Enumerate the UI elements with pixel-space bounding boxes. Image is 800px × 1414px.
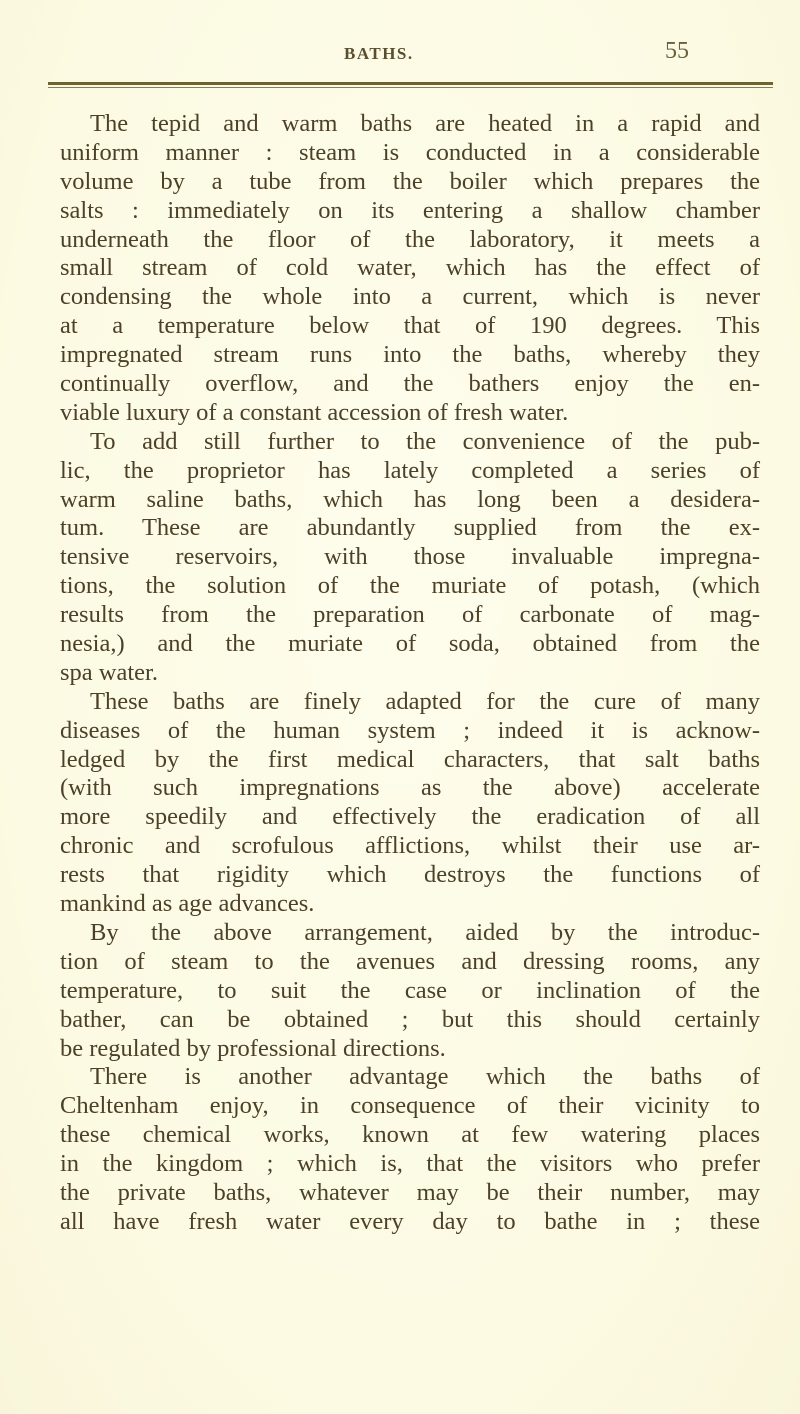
page-number: 55: [665, 38, 689, 64]
running-head: [0, 34, 800, 64]
text-line: By the above arrangement, aided by the introduc-: [90, 918, 760, 946]
text-line: chronic and scrofulous afflictions, whilst their use ar-: [60, 832, 760, 860]
text-line: more speedily and effectively the eradication of all: [60, 803, 760, 831]
text-line: condensing the whole into a current, which is never: [60, 283, 760, 311]
text-line: results from the preparation of carbonate of mag-: [60, 601, 760, 629]
text-line: (with such impregnations as the above) accelerate: [60, 774, 760, 802]
text-line: bather, can be obtained ; but this should certainly: [60, 1005, 760, 1033]
text-line: Cheltenham enjoy, in consequence of their vicinity to: [60, 1092, 760, 1120]
body-text: [60, 110, 760, 1237]
text-line: temperature, to suit the case or inclination of the: [60, 976, 760, 1004]
text-line: There is another advantage which the baths of: [90, 1063, 760, 1091]
text-line: underneath the floor of the laboratory, it meets a: [60, 225, 760, 253]
header-rule-thin: [48, 87, 773, 88]
text-line: ledged by the first medical characters, that salt baths: [60, 745, 760, 773]
text-line: These baths are finely adapted for the cure of many: [90, 687, 760, 715]
text-line: mankind as age advances.: [60, 890, 315, 918]
text-line: viable luxury of a constant accession of fresh water.: [60, 398, 569, 426]
text-line: diseases of the human system ; indeed it is acknow-: [60, 716, 760, 744]
text-line: tions, the solution of the muriate of potash, (which: [60, 572, 760, 600]
text-line: volume by a tube from the boiler which prepares the: [60, 167, 760, 195]
text-line: tion of steam to the avenues and dressing rooms, any: [60, 947, 760, 975]
text-line: rests that rigidity which destroys the functions of: [60, 861, 760, 889]
text-line: small stream of cold water, which has the effect of: [60, 254, 760, 282]
text-line: in the kingdom ; which is, that the visitors who prefer: [60, 1150, 760, 1178]
text-line: To add still further to the convenience of the pub-: [90, 427, 760, 455]
text-line: tensive reservoirs, with those invaluable impregna-: [60, 543, 760, 571]
text-line: The tepid and warm baths are heated in a rapid and: [90, 110, 760, 137]
text-line: the private baths, whatever may be their number, may: [60, 1178, 760, 1206]
header-rule-thick: [48, 82, 773, 85]
text-line: uniform manner : steam is conducted in a considerable: [60, 138, 760, 166]
text-line: nesia,) and the muriate of soda, obtained from the: [60, 630, 760, 658]
text-line: lic, the proprietor has lately completed a series of: [60, 456, 760, 484]
text-line: salts : immediately on its entering a shallow chamber: [60, 196, 760, 224]
text-line: all have fresh water every day to bathe in ; these: [60, 1207, 760, 1235]
text-line: warm saline baths, which has long been a desidera-: [60, 485, 760, 513]
text-line: these chemical works, known at few watering places: [60, 1121, 760, 1149]
text-line: impregnated stream runs into the baths, whereby they: [60, 341, 760, 369]
text-line: continually overflow, and the bathers enjoy the en-: [60, 370, 760, 398]
text-line: be regulated by professional directions.: [60, 1034, 446, 1062]
text-line: at a temperature below that of 190 degrees. This: [60, 312, 760, 340]
running-title: BATHS.: [344, 44, 414, 63]
text-line: spa water.: [60, 658, 158, 686]
text-line: tum. These are abundantly supplied from the ex-: [60, 514, 760, 542]
